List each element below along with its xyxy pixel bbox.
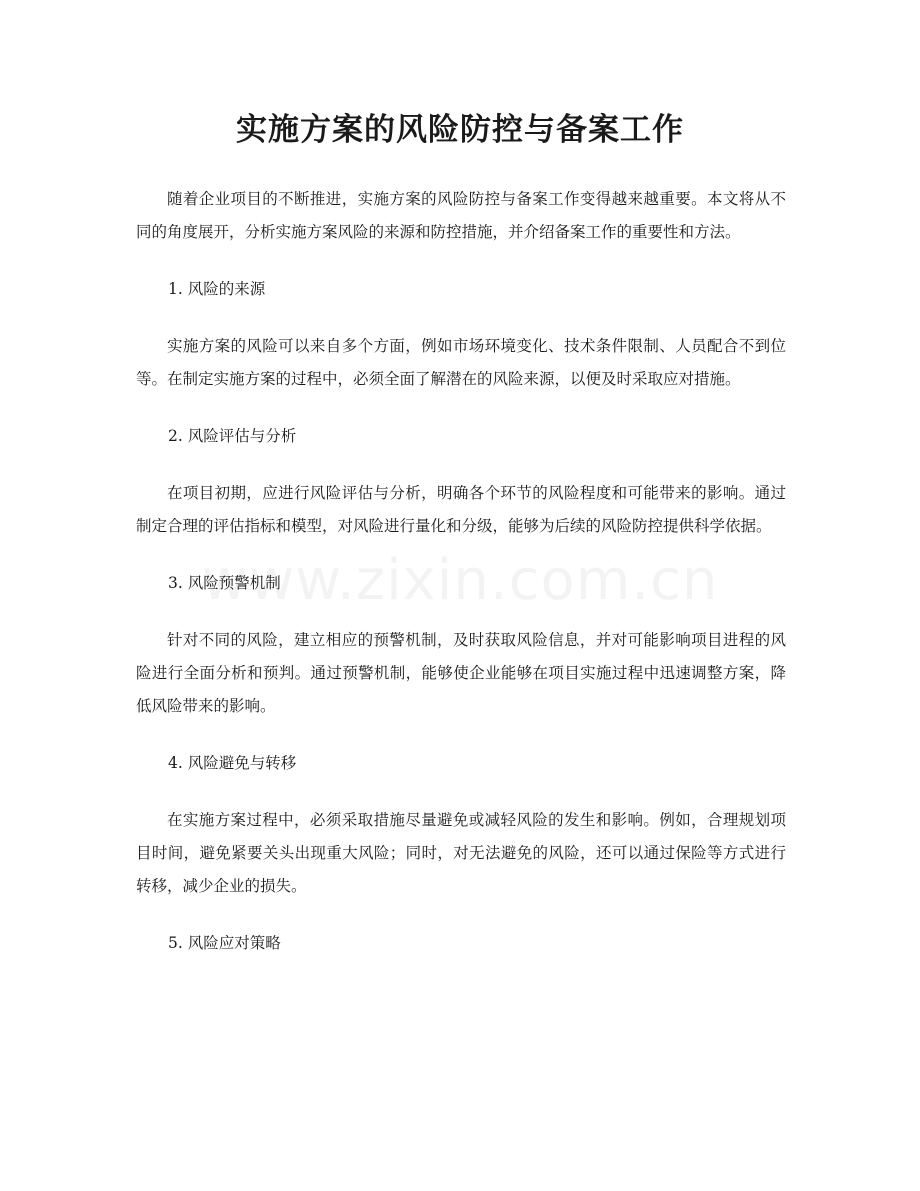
section-paragraph-1: 实施方案的风险可以来自多个方面，例如市场环境变化、技术条件限制、人员配合不到位等。在制定实施方案的过程中，必须全面了解潜在的风险来源，以便及时采取应对措施。 — [136, 337, 786, 388]
section-heading-1: 1. 风险的来源 — [168, 280, 266, 298]
section-paragraph-3: 针对不同的风险，建立相应的预警机制，及时获取风险信息，并对可能影响项目进程的风险进行全面分析和预判。通过预警机制，能够使企业能够在项目实施过程中迅速调整方案，降低风险带来的影响。 — [136, 631, 786, 715]
section-paragraph-4: 在实施方案过程中，必须采取措施尽量避免或减轻风险的发生和影响。例如，合理规划项目时间，避免紧要关头出现重大风险；同时，对无法避免的风险，还可以通过保险等方式进行转移，减少企业的损失。 — [136, 811, 786, 895]
intro-paragraph: 随着企业项目的不断推进，实施方案的风险防控与备案工作变得越来越重要。本文将从不同的角度展开，分析实施方案风险的来源和防控措施，并介绍备案工作的重要性和方法。 — [136, 190, 786, 241]
document-body — [136, 183, 786, 984]
document-title: 实施方案的风险防控与备案工作 — [236, 112, 684, 148]
section-heading-5: 5. 风险应对策略 — [168, 934, 281, 952]
section-paragraph-2: 在项目初期，应进行风险评估与分析，明确各个环节的风险程度和可能带来的影响。通过制定合理的评估指标和模型，对风险进行量化和分级，能够为后续的风险防控提供科学依据。 — [136, 484, 786, 535]
section-heading-4: 4. 风险避免与转移 — [168, 754, 297, 772]
section-heading-3: 3. 风险预警机制 — [168, 574, 281, 592]
section-heading-2: 2. 风险评估与分析 — [168, 427, 297, 445]
